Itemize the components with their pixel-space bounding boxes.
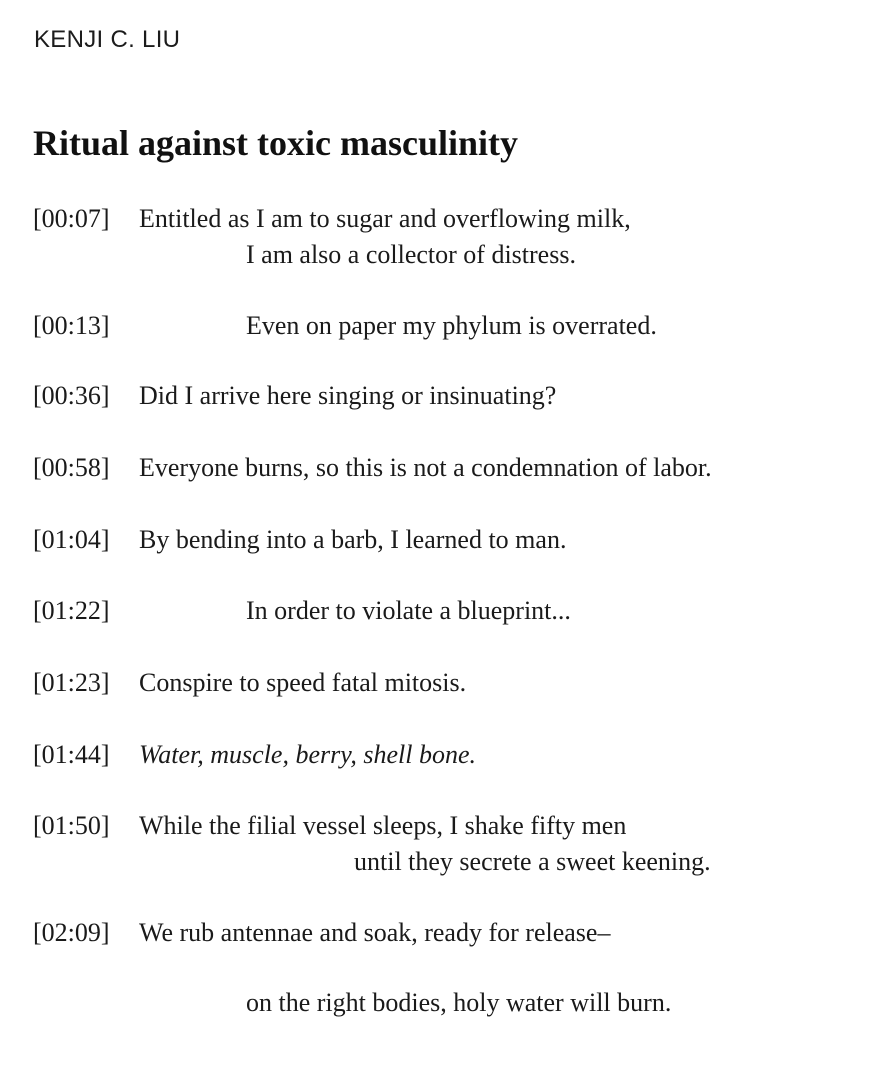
poem-line (0, 201, 886, 237)
stanza (0, 808, 886, 880)
poem-line (0, 522, 886, 558)
timestamp: [02:09] (33, 918, 110, 947)
poem-line (0, 808, 886, 844)
line-text: on the right bodies, holy water will burn. (246, 988, 672, 1017)
timestamp: [00:58] (33, 453, 110, 482)
author-name: KENJI C. LIU (34, 26, 181, 53)
poem-line (0, 593, 886, 629)
stanza (0, 665, 886, 701)
line-text: We rub antennae and soak, ready for release– (139, 918, 611, 947)
timestamp: [00:07] (33, 204, 110, 233)
line-text: By bending into a barb, I learned to man. (139, 525, 567, 554)
timestamp: [00:36] (33, 381, 110, 410)
stanza (0, 985, 886, 1021)
timestamp: [00:13] (33, 311, 110, 340)
line-text: Water, muscle, berry, shell bone. (139, 740, 476, 769)
line-text: until they secrete a sweet keening. (354, 847, 711, 876)
line-text: Even on paper my phylum is overrated. (246, 311, 657, 340)
poem-line (0, 378, 886, 414)
poem-line (0, 985, 886, 1021)
stanza (0, 450, 886, 486)
stanza (0, 308, 886, 344)
timestamp: [01:44] (33, 740, 110, 769)
line-text: In order to violate a blueprint... (246, 596, 571, 625)
timestamp: [01:04] (33, 525, 110, 554)
stanza (0, 201, 886, 273)
poem-line (0, 665, 886, 701)
stanza (0, 737, 886, 773)
poem-line (0, 844, 886, 880)
timestamp: [01:23] (33, 668, 110, 697)
timestamp: [01:22] (33, 596, 110, 625)
stanza (0, 522, 886, 558)
line-text: Did I arrive here singing or insinuating? (139, 381, 557, 410)
stanza (0, 915, 886, 951)
line-text: While the filial vessel sleeps, I shake fifty men (139, 811, 627, 840)
poem-line (0, 737, 886, 773)
line-text: Conspire to speed fatal mitosis. (139, 668, 467, 697)
poem-line (0, 915, 886, 951)
poem-line (0, 308, 886, 344)
line-text: Everyone burns, so this is not a condemnation of labor. (139, 453, 712, 482)
stanza (0, 378, 886, 414)
timestamp: [01:50] (33, 811, 110, 840)
poem-line (0, 237, 886, 273)
poem-line (0, 450, 886, 486)
line-text: Entitled as I am to sugar and overflowing milk, (139, 204, 631, 233)
poem-title: Ritual against toxic masculinity (33, 123, 519, 163)
line-text: I am also a collector of distress. (246, 240, 576, 269)
stanza (0, 593, 886, 629)
